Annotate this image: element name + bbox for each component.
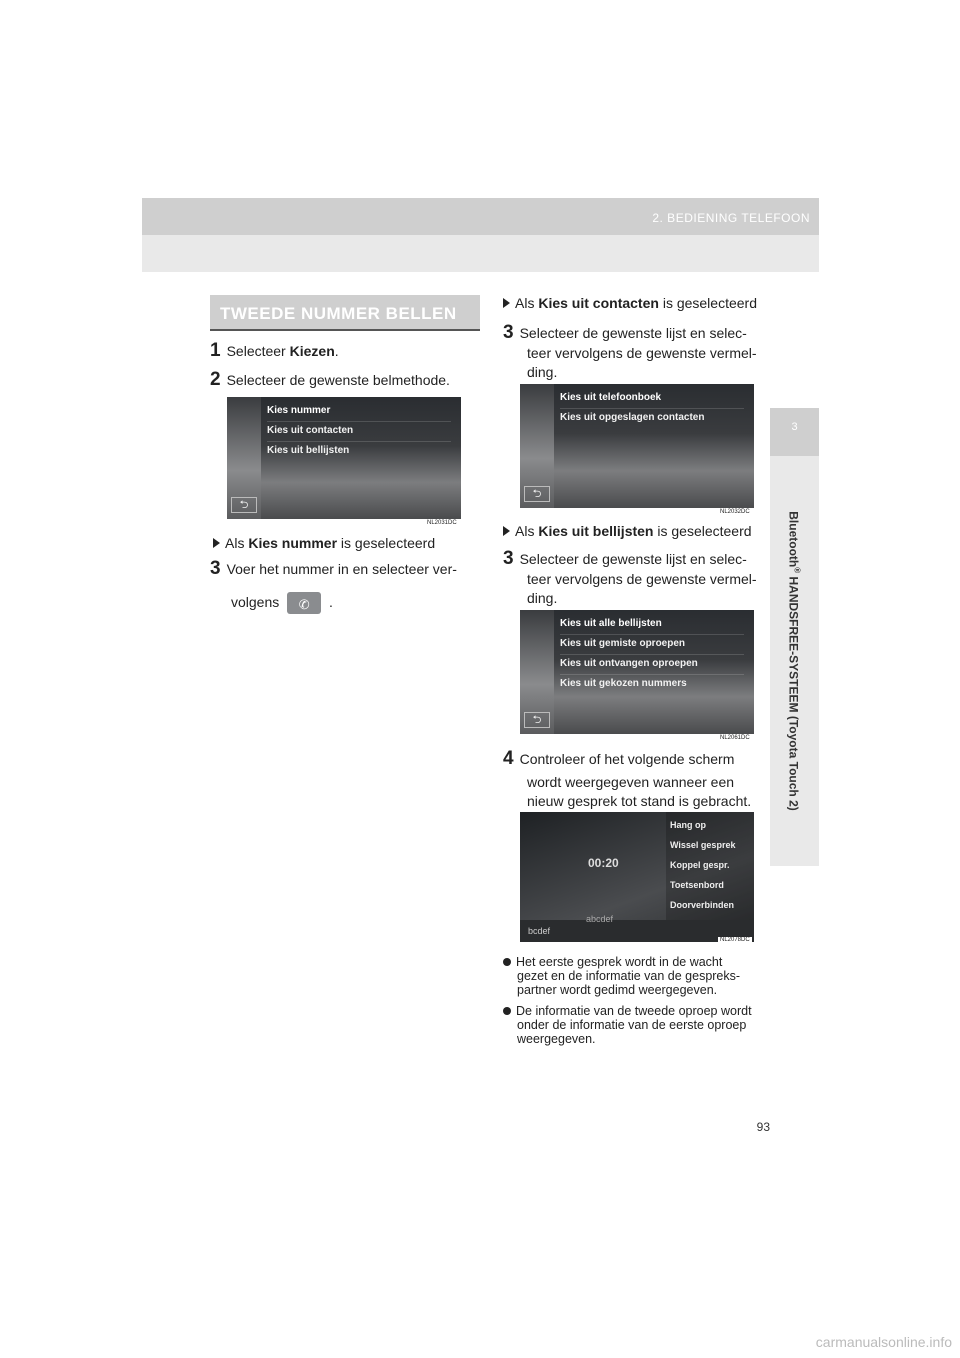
step-3-left: 3 Voer het nummer in en selecteer ver-: [210, 558, 457, 579]
back-button[interactable]: ⮌: [231, 497, 257, 513]
back-button[interactable]: ⮌: [524, 712, 550, 728]
call-timer: 00:20: [588, 856, 619, 870]
menu-item-kies-nummer[interactable]: Kies nummer: [267, 405, 331, 416]
phone-icon: ✆: [298, 597, 310, 613]
menu-item-alle-bellijsten[interactable]: Kies uit alle bellijsten: [560, 618, 662, 629]
note-1-line3: partner wordt gedimd weergegeven.: [517, 983, 718, 997]
figure-code: NL2031DC: [427, 520, 457, 526]
note-1: Het eerste gesprek wordt in de wacht: [503, 955, 722, 969]
page-number: 93: [756, 1120, 770, 1134]
divider: [267, 441, 451, 442]
step-3-left-line2: volgens ✆ .: [231, 592, 333, 614]
divider: [267, 421, 451, 422]
figure-code: NL2078DC: [720, 937, 750, 943]
divider: [560, 674, 744, 675]
watermark: carmanualsonline.info: [815, 1334, 952, 1350]
step-3a-line3: ding.: [527, 364, 558, 380]
screen-contacts: [520, 384, 754, 508]
back-button[interactable]: ⮌: [524, 486, 550, 502]
screen-call-lists: [520, 610, 754, 734]
menu-item-telefoonboek[interactable]: Kies uit telefoonboek: [560, 392, 662, 403]
step-3a: 3 Selecteer de gewenste lijst en selec-: [503, 322, 747, 343]
caller-name-second: abcdef: [586, 914, 614, 924]
figure-code: NL2032DC: [720, 509, 750, 515]
step-3b-line3: ding.: [527, 590, 558, 606]
step-3a-line2: teer vervolgens de gewenste vermel-: [527, 345, 757, 361]
note-2-line2: onder de informatie van de eerste oproep: [517, 1018, 747, 1032]
menu-item-opgeslagen-contacten[interactable]: Kies uit opgeslagen contacten: [560, 412, 705, 423]
menu-item-gemiste-oproepen[interactable]: Kies uit gemiste oproepen: [560, 638, 686, 649]
merge-call-button[interactable]: Koppel gespr.: [670, 860, 730, 870]
step-4-line3: nieuw gesprek tot stand is gebracht.: [527, 793, 752, 809]
case-kies-uit-contacten: Als Kies uit contacten is geselecteerd: [503, 295, 757, 311]
figure-code: NL2061DC: [720, 735, 750, 741]
step-4: 4 Controleer of het volgende scherm: [503, 748, 735, 769]
menu-item-kies-uit-contacten[interactable]: Kies uit contacten: [267, 425, 354, 436]
chapter-label: Bluetooth® HANDSFREE-SYSTEEM (Toyota Touch 2): [786, 511, 802, 811]
note-2: De informatie van de tweede oproep wordt: [503, 1004, 752, 1018]
step-3b-line2: teer vervolgens de gewenste vermel-: [527, 571, 757, 587]
step-3b: 3 Selecteer de gewenste lijst en selec-: [503, 548, 747, 569]
transfer-button[interactable]: Doorverbinden: [670, 900, 735, 910]
switch-call-button[interactable]: Wissel gesprek: [670, 840, 736, 850]
step-4-line2: wordt weergegeven wanneer een: [527, 774, 735, 790]
call-button[interactable]: [287, 592, 321, 614]
step-1: 1 Selecteer Kiezen.: [210, 340, 339, 361]
section-title: TWEEDE NUMMER BELLEN: [220, 304, 457, 323]
bullet-icon: [503, 1007, 511, 1015]
screen-active-call: [520, 812, 754, 942]
bullet-icon: [503, 958, 511, 966]
note-1-line2: gezet en de informatie van de gespreks-: [517, 969, 741, 983]
arrow-icon: [503, 298, 510, 308]
note-2-line3: weergegeven.: [517, 1032, 596, 1046]
header-title: 2. BEDIENING TELEFOON: [652, 211, 810, 225]
menu-item-gekozen-nummers[interactable]: Kies uit gekozen nummers: [560, 678, 687, 689]
step-2: 2 Selecteer de gewenste belmethode.: [210, 369, 450, 390]
case-kies-uit-bellijsten: Als Kies uit bellijsten is geselecteerd: [503, 523, 752, 539]
hang-up-button[interactable]: Hang op: [670, 820, 706, 830]
arrow-icon: [213, 538, 220, 548]
keypad-button[interactable]: Toetsenbord: [670, 880, 724, 890]
caller-name-first: bcdef: [528, 926, 551, 936]
case-kies-nummer: Als Kies nummer is geselecteerd: [213, 535, 435, 551]
menu-item-ontvangen-oproepen[interactable]: Kies uit ontvangen oproepen: [560, 658, 698, 669]
menu-item-kies-uit-bellijsten[interactable]: Kies uit bellijsten: [267, 445, 350, 456]
divider: [560, 634, 744, 635]
chapter-number: 3: [791, 421, 798, 433]
divider: [560, 408, 744, 409]
screen-dial-method: [227, 397, 461, 519]
divider: [560, 654, 744, 655]
arrow-icon: [503, 526, 510, 536]
